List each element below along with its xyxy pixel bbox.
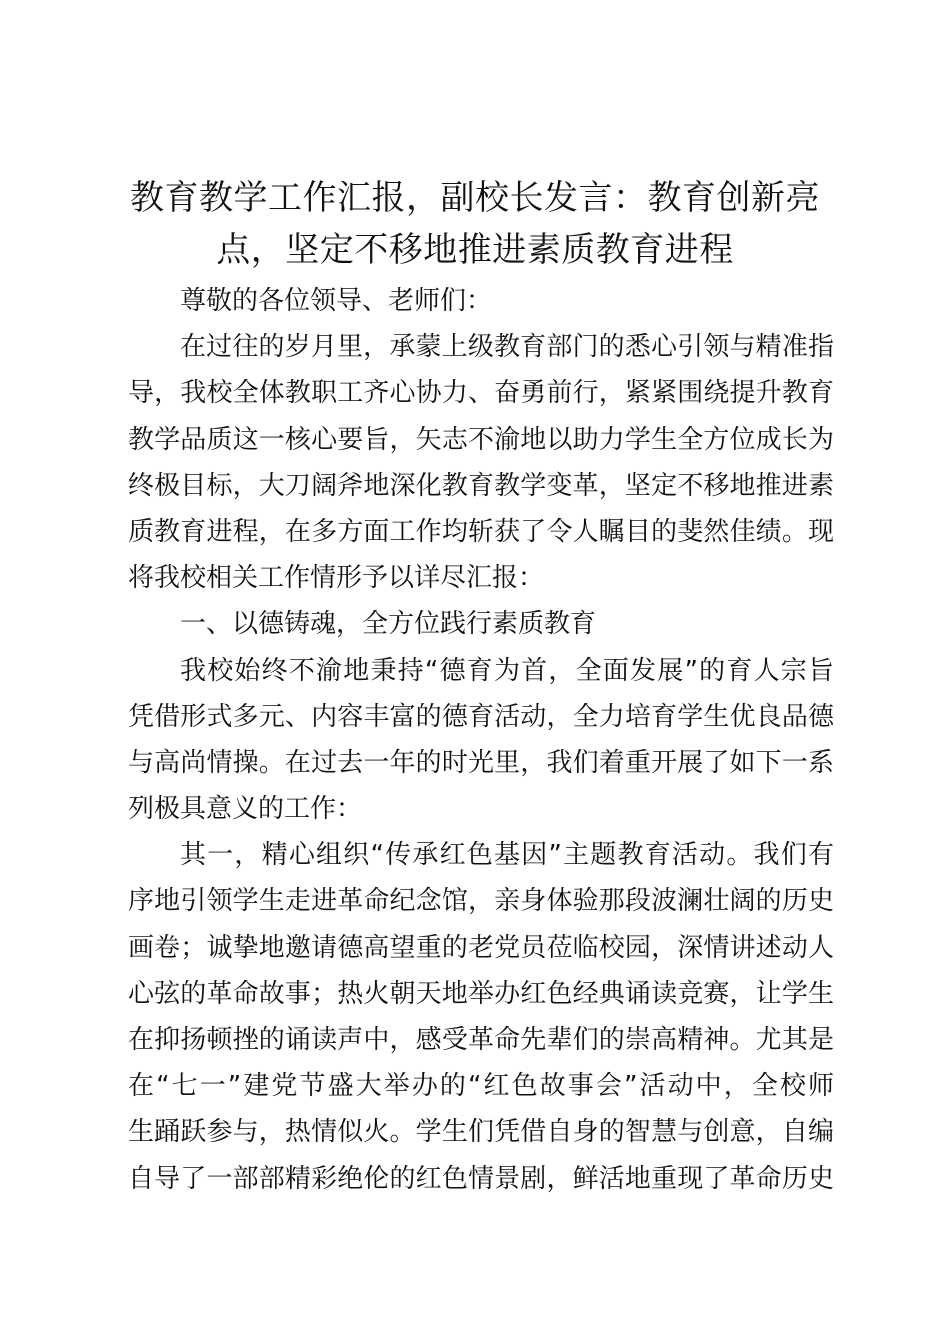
section-heading: 一、以德铸魂，全方位践行素质教育 [180, 609, 597, 640]
paragraph-line: 画卷；诚挚地邀请德高望重的老党员莅临校园，深情讲述动人 [128, 932, 834, 963]
title-line-1: 教育教学工作汇报，副校长发言：教育创新亮 [130, 178, 820, 218]
title-line-2: 点，坚定不移地推进素质教育进程 [216, 230, 734, 270]
salutation: 尊敬的各位领导、老师们： [180, 286, 493, 316]
paragraph-line: 在抑扬顿挫的诵读声中，感受革命先辈们的崇高精神。尤其是 [128, 1025, 834, 1055]
document-body [128, 278, 834, 1202]
document-title [110, 172, 840, 276]
paragraph-line: 教学品质这一核心要旨，矢志不渝地以助力学生全方位成长为 [128, 424, 834, 455]
paragraph-line: 凭借形式多元、内容丰富的德育活动，全力培育学生优良品德 [128, 701, 834, 732]
paragraph-line: 在“七一”建党节盛大举办的“红色故事会”活动中，全校师 [128, 1071, 834, 1102]
paragraph-line: 终极目标，大刀阔斧地深化教育教学变革，坚定不移地推进素 [128, 470, 834, 501]
paragraph-line: 生踊跃参与，热情似火。学生们凭借自身的智慧与创意，自编 [128, 1117, 834, 1148]
paragraph-line: 序地引领学生走进革命纪念馆，亲身体验那段波澜壮阔的历史 [128, 886, 834, 917]
paragraph-line: 其一，精心组织“传承红色基因”主题教育活动。我们有 [180, 840, 834, 871]
paragraph-line: 导，我校全体教职工齐心协力、奋勇前行，紧紧围绕提升教育 [128, 378, 834, 409]
paragraph-line: 自导了一部部精彩绝伦的红色情景剧，鲜活地重现了革命历史 [128, 1163, 834, 1194]
paragraph-line: 心弦的革命故事；热火朝天地举办红色经典诵读竞赛，让学生 [128, 978, 834, 1009]
paragraph-line: 将我校相关工作情形予以详尽汇报： [128, 563, 545, 594]
paragraph-line: 在过往的岁月里，承蒙上级教育部门的悉心引领与精准指 [180, 332, 834, 363]
paragraph-line: 列极具意义的工作： [128, 794, 363, 825]
paragraph-line: 与高尚情操。在过去一年的时光里，我们着重开展了如下一系 [128, 747, 834, 778]
paragraph-line: 我校始终不渝地秉持“德育为首，全面发展”的育人宗旨 [180, 655, 834, 686]
paragraph-line: 质教育进程，在多方面工作均斩获了令人瞩目的斐然佳绩。现 [128, 516, 834, 547]
